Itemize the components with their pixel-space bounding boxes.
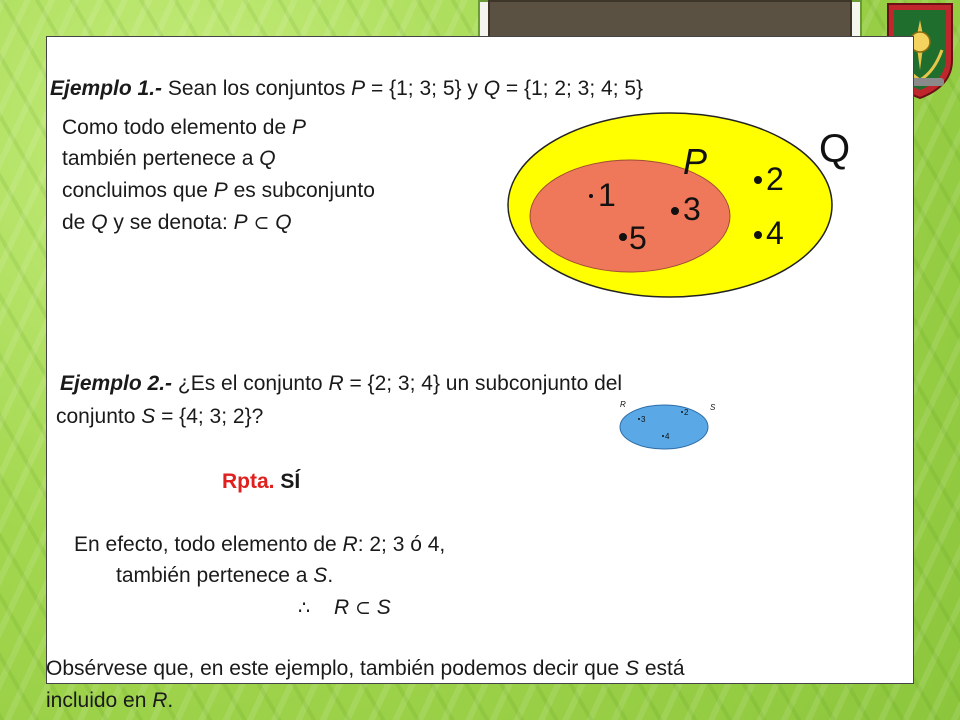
set-q-label: Q bbox=[819, 127, 851, 171]
text-segment: también pertenece a bbox=[62, 147, 260, 170]
element-dot bbox=[638, 418, 640, 420]
example1-statement bbox=[50, 76, 643, 102]
set-name: Q bbox=[275, 211, 292, 234]
therefore-symbol: ∴ bbox=[298, 597, 311, 619]
set-name: R bbox=[342, 533, 358, 556]
element-2: 2 bbox=[684, 408, 689, 417]
text-segment: = {2; 3; 4} un subconjunto del bbox=[343, 372, 623, 395]
text-segment: conjunto bbox=[56, 405, 142, 428]
set-p-definition: = {1; 3; 5} y bbox=[365, 77, 484, 100]
observation-line1 bbox=[46, 656, 685, 682]
explanation-line1 bbox=[74, 532, 445, 558]
example1-line2 bbox=[62, 146, 276, 172]
element-5: 5 bbox=[629, 220, 647, 256]
answer-line bbox=[222, 469, 300, 495]
set-rs-ellipse bbox=[620, 405, 708, 449]
set-name: R bbox=[152, 689, 168, 712]
observation-line2 bbox=[46, 688, 173, 714]
set-p-label: P bbox=[683, 141, 708, 182]
example1-line4 bbox=[62, 210, 292, 236]
set-s-label: S bbox=[710, 403, 716, 412]
set-name: Q bbox=[259, 147, 276, 170]
element-dot bbox=[754, 231, 762, 239]
set-name: S bbox=[141, 405, 156, 428]
text-segment: En efecto, todo elemento de bbox=[74, 533, 343, 556]
text-segment: : 2; 3 ó 4, bbox=[357, 533, 446, 556]
element-dot bbox=[671, 207, 679, 215]
set-q-name: Q bbox=[483, 77, 501, 100]
example2-heading: Ejemplo 2.- bbox=[60, 372, 173, 395]
example2-question bbox=[60, 371, 622, 397]
set-name: P bbox=[291, 116, 306, 139]
element-4: 4 bbox=[766, 215, 784, 251]
text-segment: ¿Es el conjunto bbox=[172, 372, 329, 395]
explanation-line2 bbox=[116, 563, 333, 589]
text-segment: y se denota: bbox=[107, 211, 234, 234]
answer-value: SÍ bbox=[280, 470, 301, 493]
text-segment: incluido en bbox=[46, 689, 153, 712]
example2-question-line2 bbox=[56, 404, 263, 430]
set-name: R bbox=[328, 372, 344, 395]
element-dot bbox=[589, 194, 593, 198]
element-1: 1 bbox=[598, 177, 616, 213]
text-segment: está bbox=[639, 657, 685, 680]
set-r-label: R bbox=[620, 400, 626, 409]
element-dot bbox=[662, 435, 664, 437]
text-segment: . bbox=[327, 564, 334, 587]
element-2: 2 bbox=[766, 161, 784, 197]
venn-diagram-rs bbox=[612, 398, 724, 456]
subset-symbol: ⊂ bbox=[354, 597, 371, 619]
set-name: P bbox=[233, 211, 248, 234]
set-name: R bbox=[333, 596, 350, 619]
example1-line3 bbox=[62, 178, 375, 204]
example1-line1 bbox=[62, 115, 306, 141]
set-q-definition: = {1; 2; 3; 4; 5} bbox=[500, 77, 644, 100]
set-name: S bbox=[625, 657, 640, 680]
element-dot bbox=[619, 233, 627, 241]
element-4: 4 bbox=[665, 432, 670, 441]
element-dot bbox=[681, 411, 683, 413]
subset-symbol: ⊂ bbox=[253, 212, 270, 234]
set-name: S bbox=[313, 564, 328, 587]
example1-heading: Ejemplo 1.- bbox=[50, 77, 163, 100]
text-segment: concluimos que bbox=[62, 179, 214, 202]
set-name: P bbox=[213, 179, 228, 202]
text-segment: de bbox=[62, 211, 92, 234]
example1-intro: Sean los conjuntos bbox=[162, 77, 352, 100]
answer-label: Rpta. bbox=[222, 470, 275, 493]
element-3: 3 bbox=[641, 415, 646, 424]
venn-diagram-pq bbox=[505, 110, 855, 300]
set-p-name: P bbox=[351, 77, 366, 100]
text-segment: Obsérvese que, en este ejemplo, también podemos decir que bbox=[46, 657, 626, 680]
element-3: 3 bbox=[683, 191, 701, 227]
element-dot bbox=[754, 176, 762, 184]
text-segment: = {4; 3; 2}? bbox=[155, 405, 264, 428]
set-name: Q bbox=[91, 211, 108, 234]
text-segment: es subconjunto bbox=[227, 179, 375, 202]
conclusion-line bbox=[298, 595, 391, 621]
text-segment: Como todo elemento de bbox=[62, 116, 292, 139]
text-segment: . bbox=[167, 689, 174, 712]
text-segment: también pertenece a bbox=[116, 564, 314, 587]
set-name: S bbox=[376, 596, 391, 619]
